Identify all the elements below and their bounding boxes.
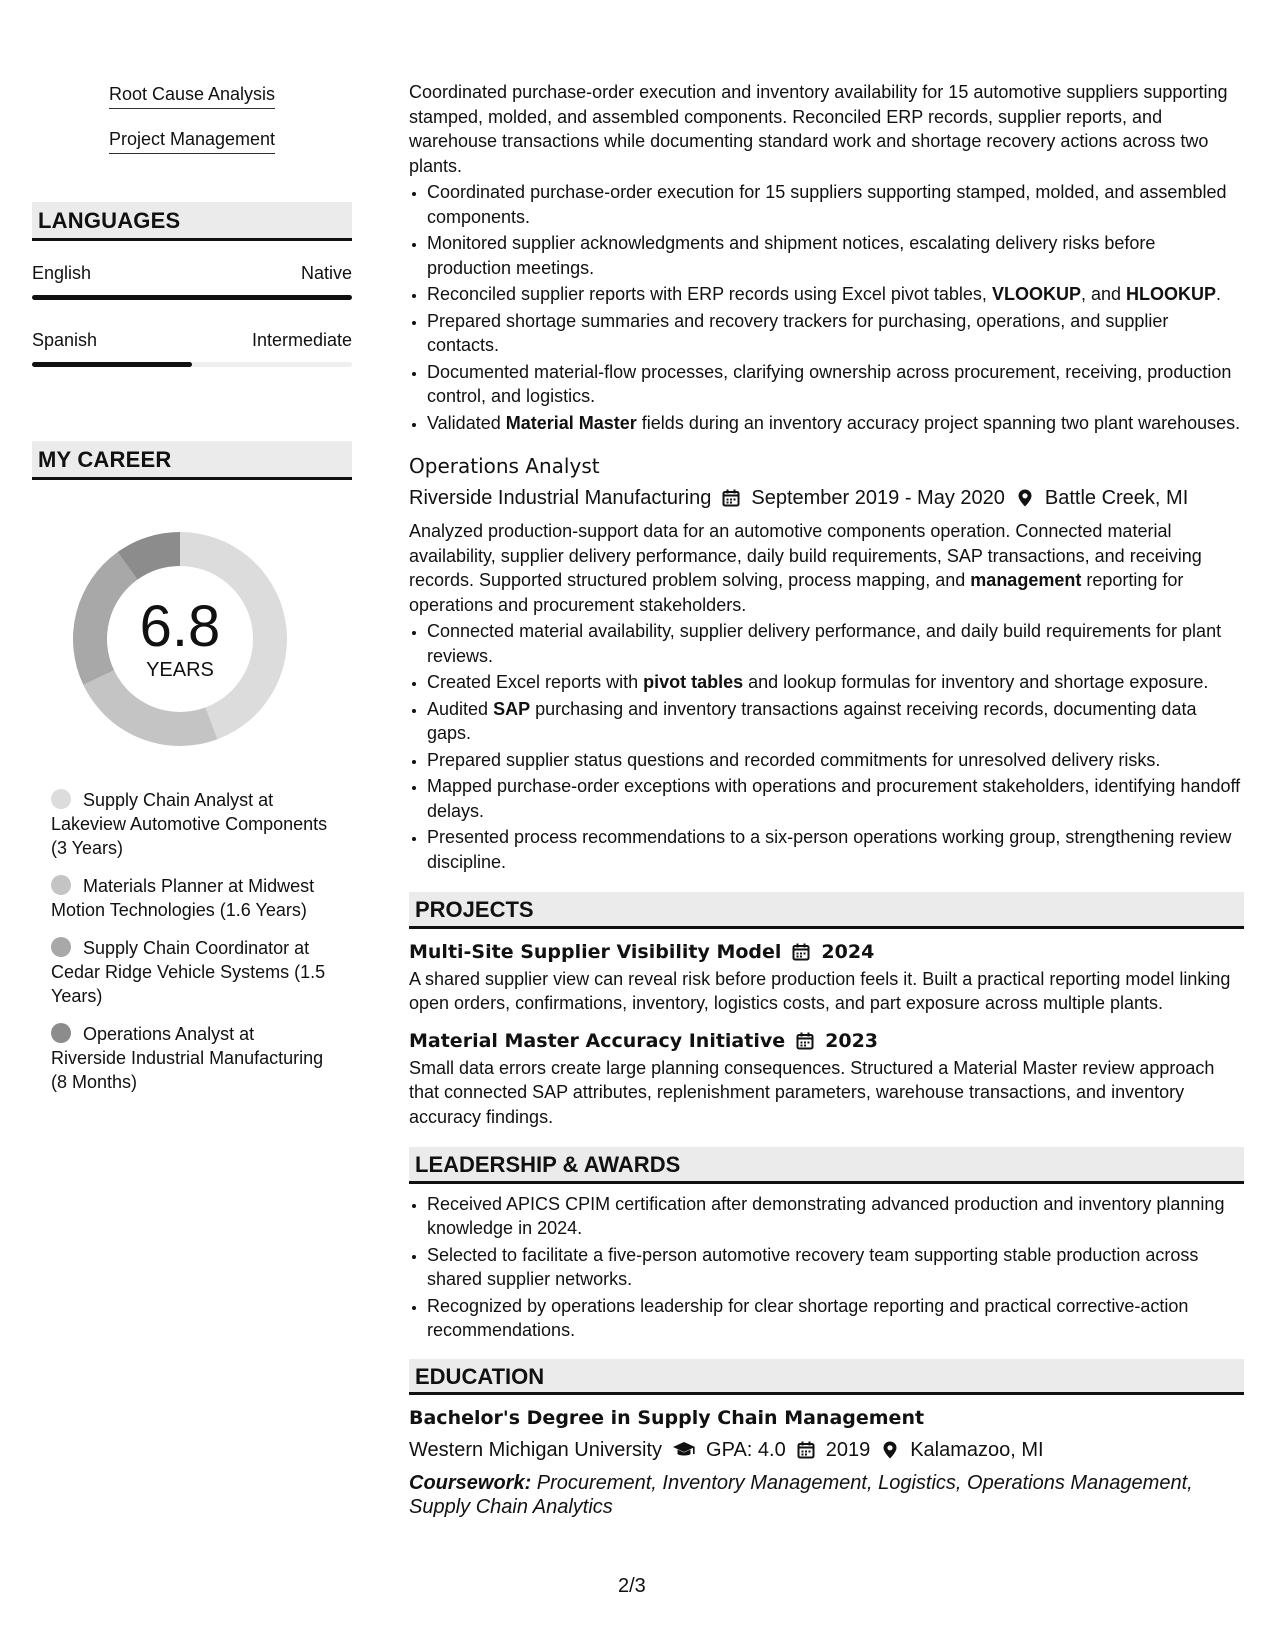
keyword: Material Master <box>505 412 637 433</box>
job-bullets <box>427 180 1244 435</box>
legend-dot <box>51 937 71 957</box>
language-bar <box>32 295 352 300</box>
career-section <box>32 441 352 1094</box>
awards-heading: LEADERSHIP & AWARDS <box>409 1147 1244 1184</box>
language-bar-fill <box>32 362 192 367</box>
projects-heading: PROJECTS <box>409 892 1244 929</box>
job-meta <box>409 481 1244 515</box>
bullet <box>427 697 1244 746</box>
job-bullets <box>427 619 1244 874</box>
bullet: • Documented material-flow processes, clarifying ownership across procurement, receiving, production control, and logistics. <box>427 360 1244 409</box>
education-meta <box>409 1433 1244 1467</box>
calendar-icon <box>791 942 811 962</box>
bullet: • Received APICS CPIM certification after demonstrating advanced production and inventory planning knowledge in 2024. <box>427 1192 1244 1241</box>
bullet <box>427 411 1244 436</box>
company-name: Riverside Industrial Manufacturing <box>409 487 712 509</box>
bullet-text: , and <box>1080 284 1126 304</box>
language-bar <box>32 362 352 367</box>
sidebar <box>32 82 352 1108</box>
bullet: • Mapped purchase-order exceptions with operations and procurement stakeholders, identifying handoff delays. <box>427 774 1244 823</box>
language-name: Spanish <box>32 330 98 350</box>
keyword: pivot tables <box>643 672 744 692</box>
location-pin-icon <box>1015 488 1035 508</box>
career-heading: MY CAREER <box>32 441 352 480</box>
job-title: Operations Analyst <box>409 454 600 478</box>
summary-text: Analyzed production-support data for an automotive components operation. Connected material availability, supplier delivery performance, daily build requirements, SAP transactions, and receiving records. Supported structured problem solving, process mapping, and <box>409 521 1202 590</box>
skill-tag: Root Cause Analysis <box>109 82 275 109</box>
legend-label: Supply Chain Coordinator at Cedar Ridge Vehicle Systems (1.5 Years) <box>51 938 326 1006</box>
project-year: 2023 <box>825 1029 879 1052</box>
bullet-text: fields during an inventory accuracy project spanning two plant warehouses. <box>636 412 1241 433</box>
job-summary: Coordinated purchase-order execution and inventory availability for 15 automotive suppliers supporting stamped, molded, and assembled components. Reconciled ERP records, supplier reports, and warehouse transactions while documenting standard work and shortage recovery actions across two plants. <box>409 82 1228 176</box>
language-level: Intermediate <box>251 330 352 350</box>
legend-item <box>51 1022 331 1094</box>
project-title-row <box>409 1026 1244 1056</box>
bullet <box>427 282 1244 307</box>
graduation-year: 2019 <box>825 1439 871 1461</box>
legend-dot <box>51 789 71 809</box>
coursework-list: Procurement, Inventory Management, Logistics, Operations Management, Supply Chain Analytics <box>409 1472 1193 1518</box>
calendar-icon <box>721 488 741 508</box>
legend-label: Operations Analyst at Riverside Industrial Manufacturing (8 Months) <box>51 1024 324 1092</box>
job-dates: September 2019 - May 2020 <box>751 487 1005 509</box>
project-year: 2024 <box>821 940 875 963</box>
career-legend <box>51 788 331 1094</box>
language-bar-fill <box>32 295 352 300</box>
gpa: GPA: 4.0 <box>706 1439 786 1461</box>
keyword: management <box>970 570 1082 590</box>
job-summary <box>409 519 1244 617</box>
bullet-text: Validated <box>427 412 506 433</box>
main-content <box>409 80 1244 1519</box>
page-number: 2/3 <box>618 1575 646 1597</box>
bullet: • Prepared supplier status questions and recorded commitments for unresolved delivery risks. <box>427 748 1244 773</box>
legend-label: Supply Chain Analyst at Lakeview Automotive Components (3 Years) <box>51 790 328 858</box>
calendar-icon <box>795 1031 815 1051</box>
bullet-text: and lookup formulas for inventory and shortage exposure. <box>743 672 1209 692</box>
career-donut <box>65 524 295 754</box>
school-location: Kalamazoo, MI <box>910 1439 1044 1461</box>
project-title: Multi-Site Supplier Visibility Model <box>409 940 782 963</box>
language-level: Native <box>300 263 352 283</box>
skill-tag: Project Management <box>109 127 275 154</box>
awards-bullets <box>427 1192 1244 1343</box>
languages-heading: LANGUAGES <box>32 202 352 241</box>
coursework-label: Coursework: <box>409 1472 532 1494</box>
legend-label: Materials Planner at Midwest Motion Technologies (1.6 Years) <box>51 876 315 920</box>
project-description: A shared supplier view can reveal risk before production feels it. Built a practical reporting model linking open orders, confirmations, inventory, logistics costs, and part exposure across multiple plants. <box>409 968 1231 1013</box>
bullet-text: Audited <box>427 698 494 719</box>
legend-item <box>51 874 331 922</box>
career-total: 6.8 <box>139 593 221 659</box>
language-name: English <box>32 263 92 283</box>
language-row <box>32 330 352 351</box>
bullet: • Recognized by operations leadership for clear shortage reporting and practical corrective-action recommendations. <box>427 1294 1244 1343</box>
project-title-row <box>409 937 1244 967</box>
bullet: • Coordinated purchase-order execution for 15 suppliers supporting stamped, molded, and assembled components. <box>427 180 1244 229</box>
job-location: Battle Creek, MI <box>1044 487 1189 509</box>
bullet: • Presented process recommendations to a six-person operations working group, strengthening review discipline. <box>427 825 1244 874</box>
bullet: • Prepared shortage summaries and recovery trackers for purchasing, operations, and supplier contacts. <box>427 309 1244 358</box>
bullet: • Selected to facilitate a five-person automotive recovery team supporting stable production across shared supplier networks. <box>427 1243 1244 1292</box>
bullet-text: purchasing and inventory transactions against receiving records, documenting data gaps. <box>427 698 1197 743</box>
keyword: SAP <box>493 698 531 719</box>
language-row <box>32 263 352 284</box>
summary-text: reporting for operations and procurement stakeholders. <box>409 570 1184 615</box>
keyword: HLOOKUP <box>1126 284 1216 304</box>
calendar-icon <box>796 1440 816 1460</box>
legend-dot <box>51 875 71 895</box>
bullet <box>427 670 1244 695</box>
graduation-cap-icon <box>672 1440 696 1460</box>
degree-title: Bachelor's Degree in Supply Chain Management <box>409 1407 925 1429</box>
coursework <box>409 1471 1244 1519</box>
project-title: Material Master Accuracy Initiative <box>409 1029 786 1052</box>
bullet-text: Created Excel reports with <box>427 672 644 692</box>
location-pin-icon <box>880 1440 900 1460</box>
legend-dot <box>51 1023 71 1043</box>
bullet: • Monitored supplier acknowledgments and shipment notices, escalating delivery risks before production meetings. <box>427 231 1244 280</box>
education-heading: EDUCATION <box>409 1359 1244 1396</box>
career-unit: YEARS <box>146 658 214 681</box>
bullet: • Connected material availability, supplier delivery performance, and daily build requirements for plant reviews. <box>427 619 1244 668</box>
bullet-text: . <box>1216 284 1222 304</box>
keyword: VLOOKUP <box>991 284 1081 304</box>
bullet-text: Reconciled supplier reports with ERP records using Excel pivot tables, <box>427 284 992 304</box>
skills-list <box>32 82 352 172</box>
legend-item <box>51 936 331 1008</box>
project-description: Small data errors create large planning consequences. Structured a Material Master review approach that connected SAP attributes, replenishment parameters, warehouse transactions, and inventory accuracy findings. <box>409 1057 1215 1127</box>
languages-section <box>32 202 352 367</box>
school-name: Western Michigan University <box>409 1439 663 1461</box>
career-donut-center <box>65 524 295 754</box>
legend-item <box>51 788 331 860</box>
